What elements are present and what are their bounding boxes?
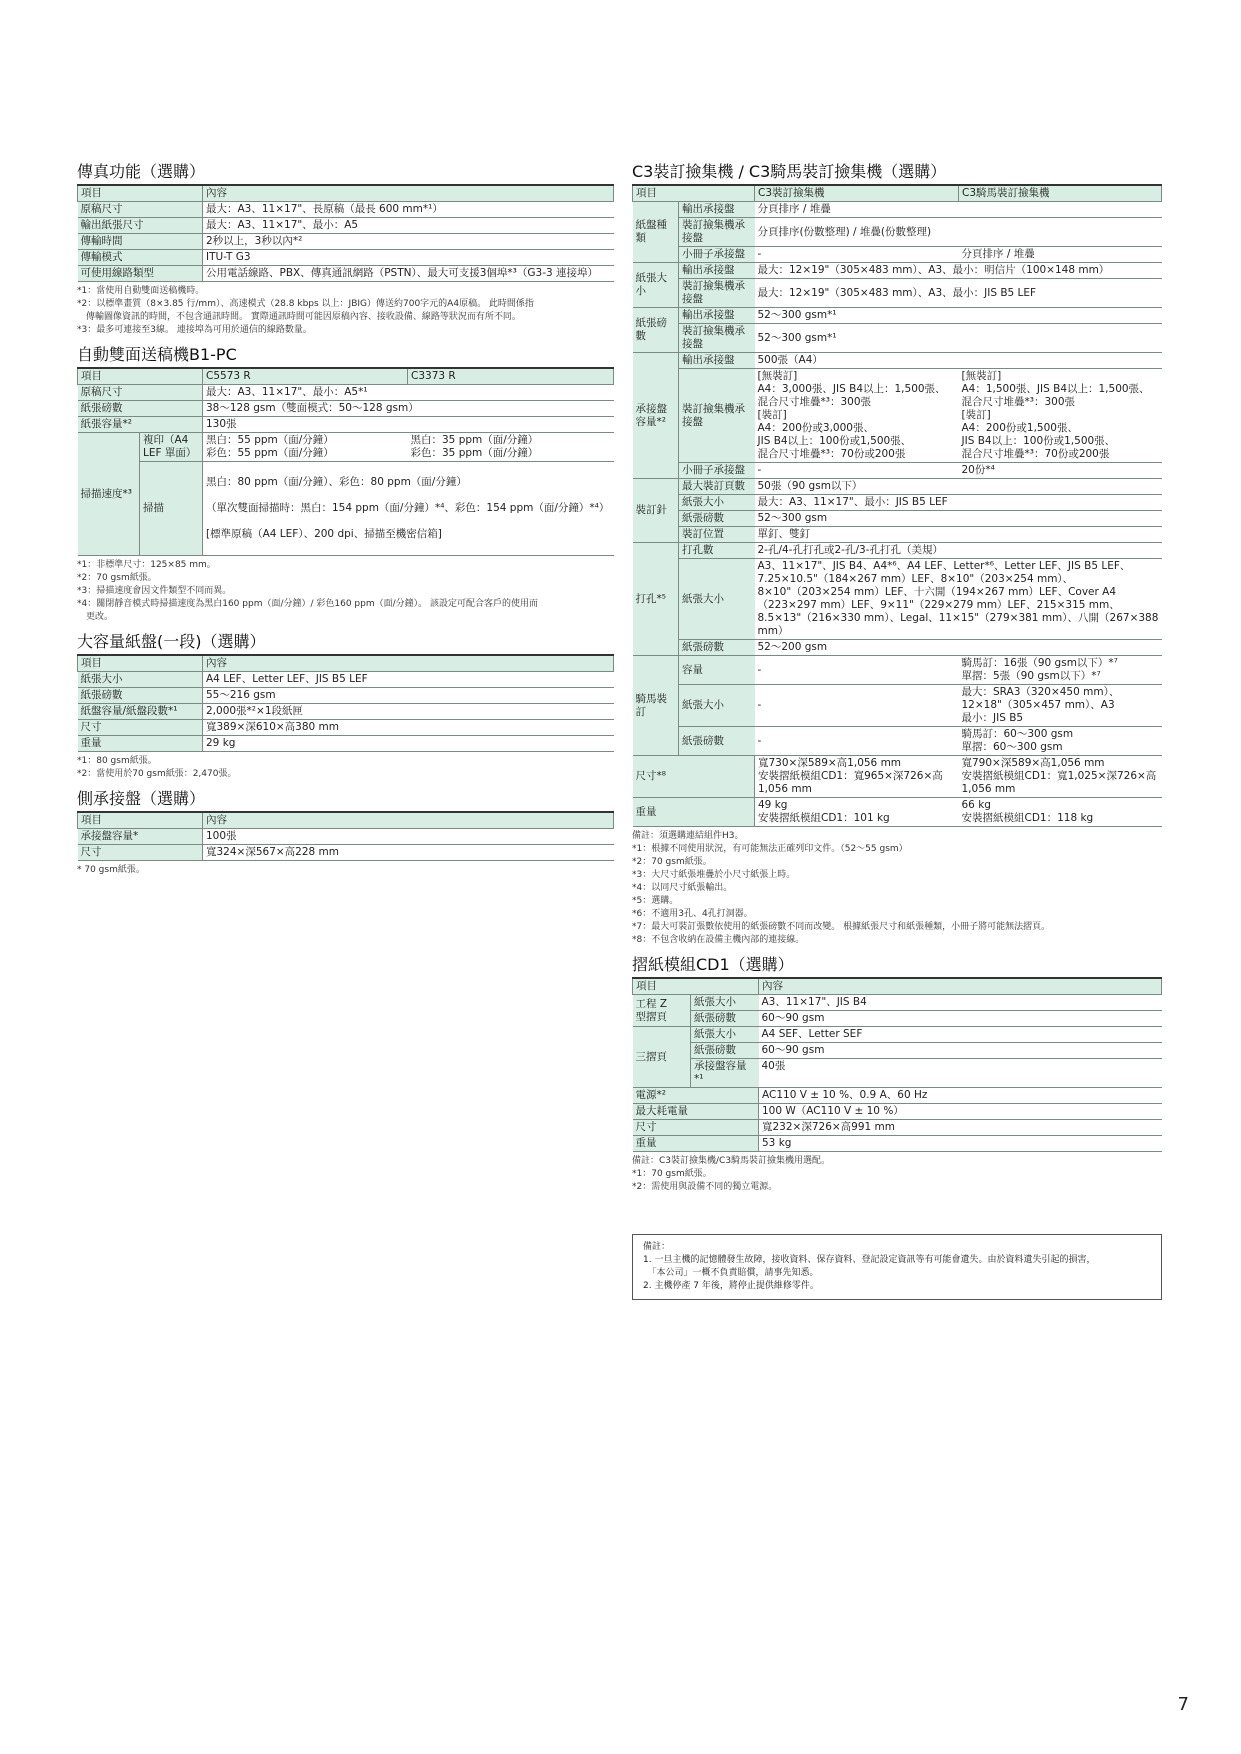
group-label: 承接盤 容量*² (633, 353, 679, 479)
group-label: 紙盤種類 (633, 202, 679, 263)
row-value: - (755, 656, 959, 685)
fax-header-item: 項目 (78, 185, 203, 202)
footnote: *1：80 gsm紙張。 (77, 756, 157, 766)
row-label: 重量 (633, 798, 755, 827)
table-row (633, 479, 1162, 495)
fax-header-content: 內容 (203, 185, 614, 202)
row-value: - (755, 463, 959, 479)
footnote: *3：掃描速度會因文件類型不同而異。 (77, 586, 232, 596)
copy-c5573: 黑白：55 ppm（面/分鐘） 彩色：55 ppm（面/分鐘） (203, 433, 408, 462)
table-row (633, 495, 1162, 511)
row-label: 紙張大小 (78, 672, 203, 688)
row-value: 騎馬訂：16張（90 gsm以下）*⁷ 單摺：5張（90 gsm以下）*⁷ (959, 656, 1162, 685)
row-value: A4 SEF、Letter SEF (759, 1027, 1162, 1043)
sub-label: 紙張大小 (679, 685, 755, 727)
adf-header-c3373: C3373 R (408, 368, 614, 385)
table-row (633, 463, 1162, 479)
table-row (633, 324, 1162, 353)
table-row (633, 1059, 1162, 1088)
row-value: A3、11×17"、JIS B4、A4*⁶、A4 LEF、Letter*⁶、Letter LEF、JIS B5 LEF、7.25×10.5"（184×267 mm）LEF、8×10"（203×254 mm）、8×10"（203×254 mm）LEF、十六開（194×267 mm）LEF、Cover A4（223×297 mm）LEF、9×11"（229×279 mm）LEF、215×315 mm、8.5×13"（216×330 mm）、Legal、11×15"（279×381 mm）、八開（267×388 mm） (755, 559, 1162, 640)
row-label: 尺寸 (78, 720, 203, 736)
fax-section (77, 162, 614, 337)
row-value: 2-孔/4-孔打孔或2-孔/3-孔打孔（美規） (755, 543, 1162, 559)
row-value: 52～300 gsm (755, 511, 1162, 527)
table-row (633, 369, 1162, 463)
row-label: 最大耗電量 (633, 1104, 759, 1120)
table-row (633, 995, 1162, 1011)
table-row (78, 266, 614, 282)
sub-label: 紙張大小 (679, 495, 755, 511)
row-label: 電源*² (633, 1088, 759, 1104)
table-row (633, 308, 1162, 324)
group-label: 紙張磅數 (633, 308, 679, 353)
table-row (78, 704, 614, 720)
table-row (633, 656, 1162, 685)
footnote: *3：最多可連接至3線。 連接埠為可用於通信的線路數量。 (77, 325, 312, 335)
row-value: A3、11×17"、JIS B4 (759, 995, 1162, 1011)
table-row (633, 279, 1162, 308)
row-value: 寬232×深726×高991 mm (759, 1120, 1162, 1136)
row-label: 尺寸 (633, 1120, 759, 1136)
hcf-section (77, 632, 614, 781)
row-value: 50張（90 gsm以下） (755, 479, 1162, 495)
row-value: [無裝訂] A4：3,000張、JIS B4以上：1,500張、 混合尺寸堆疊*³：300張 [裝訂] A4：200份或3,000張、 JIS B4以上：100份或1,500張、 混合尺寸堆疊*³：70份或200張 (755, 369, 959, 463)
row-label: 傳輸時間 (78, 234, 203, 250)
group-label: 騎馬裝訂 (633, 656, 679, 756)
row-label: 紙張磅數 (78, 401, 203, 417)
row-value: ITU-T G3 (203, 250, 614, 266)
row-value: 最大：12×19"（305×483 mm）、A3、最小：明信片（100×148 mm） (755, 263, 1162, 279)
table-row (633, 511, 1162, 527)
remarks-item: 2. 主機停產 7 年後，將停止提供維修零件。 (643, 1281, 819, 1291)
fax-title: 傳真功能（選購） (77, 162, 206, 181)
finisher-title: C3裝訂撿集機 / C3騎馬裝訂撿集機（選購） (632, 162, 947, 181)
row-value: 寬730×深589×高1,056 mm 安裝摺紙模組CD1：寬965×深726×高1,056 mm (755, 756, 959, 798)
sub-label: 紙張磅數 (691, 1011, 759, 1027)
fax-table (77, 184, 614, 282)
row-label: 紙盤容量/紙盤段數*¹ (78, 704, 203, 720)
sub-label: 裝訂撿集機承接盤 (679, 369, 755, 463)
table-row (633, 640, 1162, 656)
side-tray-header-content: 內容 (203, 812, 614, 829)
row-value: 60～90 gsm (759, 1043, 1162, 1059)
row-value: - (755, 727, 959, 756)
hcf-notes (77, 755, 614, 781)
table-row (78, 385, 614, 401)
table-row (78, 433, 614, 462)
copy-label: 複印（A4 LEF 單面） (140, 433, 203, 462)
remarks-box (632, 1234, 1162, 1300)
table-row (633, 1043, 1162, 1059)
side-tray-header-item: 項目 (78, 812, 203, 829)
table-row (633, 1120, 1162, 1136)
row-label: 承接盤容量* (78, 829, 203, 845)
row-value: A4 LEF、Letter LEF、JIS B5 LEF (203, 672, 614, 688)
sub-label: 裝訂撿集機承接盤 (679, 324, 755, 353)
row-label: 傳輸模式 (78, 250, 203, 266)
row-value: 53 kg (759, 1136, 1162, 1152)
row-value: 60～90 gsm (759, 1011, 1162, 1027)
folder-title: 摺紙模組CD1（選購） (632, 955, 794, 974)
row-value: 最大：A3、11×17"、最小：JIS B5 LEF (755, 495, 1162, 511)
row-value: 2秒以上，3秒以內*² (203, 234, 614, 250)
scan-line: 黑白：80 ppm（面/分鐘）、彩色：80 ppm（面/分鐘） (206, 476, 467, 488)
footnote: *4：關閉靜音模式時掃描速度為黑白160 ppm（面/分鐘）/ 彩色160 ppm（面/分鐘）。 該設定可配合客戶的使用而 更改。 (77, 599, 539, 622)
row-value: AC110 V ± 10 %、0.9 A、60 Hz (759, 1088, 1162, 1104)
row-value: 騎馬訂：60～300 gsm 單摺：60～300 gsm (959, 727, 1162, 756)
row-value: 最大：A3、11×17"、最小：A5 (203, 218, 614, 234)
footnote: *2：70 gsm紙張。 (632, 857, 712, 867)
sub-label: 紙張磅數 (691, 1043, 759, 1059)
row-value: 66 kg 安裝摺紙模組CD1：118 kg (959, 798, 1162, 827)
footnote: *2：以標準畫質（8×3.85 行/mm）、高速模式（28.8 kbps 以上：JBIG）傳送約700字元的A4原稿。 此時間係指 傳輸圖像資訊的時間，不包含通訊時間。 實際通訊時間可能因原稿內容、接收設備、線路等狀況而有所不同。 (77, 299, 534, 322)
sub-label: 小冊子承接盤 (679, 463, 755, 479)
row-value: 公用電話線路、PBX、傳真通訊網路（PSTN）、最大可支援3個埠*³（G3-3 連接埠） (203, 266, 614, 282)
copy-c3373: 黑白：35 ppm（面/分鐘） 彩色：35 ppm（面/分鐘） (408, 433, 614, 462)
footnote: 備註：須選購連結組件H3。 (632, 831, 744, 841)
table-row (633, 263, 1162, 279)
table-row (633, 727, 1162, 756)
group-label: 三摺頁 (633, 1027, 691, 1088)
row-value: 單釘、雙釘 (755, 527, 1162, 543)
footnote: *7：最大可裝訂張數依使用的紙張磅數不同而改變。 根據紙張尺寸和紙張種類，小冊子將可能無法摺頁。 (632, 922, 1051, 932)
group-label: 裝訂針 (633, 479, 679, 543)
finisher-header-c3: C3裝訂撿集機 (755, 185, 959, 202)
table-row (78, 688, 614, 704)
sub-label: 最大裝訂頁數 (679, 479, 755, 495)
row-value: 分頁排序 / 堆疊 (755, 202, 1162, 218)
table-row (78, 202, 614, 218)
remarks-title: 備註： (643, 1242, 671, 1252)
adf-section (77, 345, 614, 624)
table-row (78, 720, 614, 736)
row-value: 分頁排序 / 堆疊 (959, 247, 1162, 263)
row-value: 最大：SRA3（320×450 mm）、 12×18"（305×457 mm）、A3 最小：JIS B5 (959, 685, 1162, 727)
row-value: - (755, 247, 959, 263)
sub-label: 裝訂撿集機承接盤 (679, 218, 755, 247)
scan-values (203, 462, 614, 556)
row-value: 55～216 gsm (203, 688, 614, 704)
sub-label: 裝訂撿集機承接盤 (679, 279, 755, 308)
table-row (78, 462, 614, 556)
row-value: 最大：A3、11×17"、長原稿（最長 600 mm*¹） (203, 202, 614, 218)
table-row (78, 672, 614, 688)
table-row (633, 1011, 1162, 1027)
row-value: 52～300 gsm*¹ (755, 308, 1162, 324)
row-label: 原稿尺寸 (78, 385, 203, 401)
row-value: 20份*⁴ (959, 463, 1162, 479)
row-value: 寬790×深589×高1,056 mm 安裝摺紙模組CD1：寬1,025×深726×高1,056 mm (959, 756, 1162, 798)
side-tray-notes (77, 864, 614, 877)
sub-label: 打孔數 (679, 543, 755, 559)
table-row (633, 1104, 1162, 1120)
side-tray-section (77, 789, 614, 877)
table-row (633, 527, 1162, 543)
adf-title: 自動雙面送稿機B1-PC (77, 345, 237, 364)
table-row (633, 353, 1162, 369)
table-row (78, 829, 614, 845)
row-value: 2,000張*²×1段紙匣 (203, 704, 614, 720)
table-row (78, 250, 614, 266)
adf-header-c5573: C5573 R (203, 368, 408, 385)
footnote: *6：不適用3孔、4孔打洞器。 (632, 909, 753, 919)
table-row (633, 685, 1162, 727)
remarks-item: 1. 一旦主機的記憶體發生故障，接收資料、保存資料、登記設定資訊等有可能會遺失。由於資料遺失引起的損害， 「本公司」一概不負責賠償，請事先知悉。 (643, 1255, 1096, 1278)
row-value: 52～200 gsm (755, 640, 1162, 656)
sub-label: 裝訂位置 (679, 527, 755, 543)
row-value: 500張（A4） (755, 353, 1162, 369)
table-row (78, 218, 614, 234)
row-label: 重量 (633, 1136, 759, 1152)
page-number: 7 (1177, 1694, 1189, 1715)
sub-label: 小冊子承接盤 (679, 247, 755, 263)
row-value: 100 W（AC110 V ± 10 %） (759, 1104, 1162, 1120)
row-value: 49 kg 安裝摺紙模組CD1：101 kg (755, 798, 959, 827)
row-label: 尺寸 (78, 845, 203, 861)
sub-label: 紙張磅數 (679, 511, 755, 527)
sub-label: 紙張大小 (679, 559, 755, 640)
folder-notes (632, 1155, 1162, 1194)
footnote: *1：非標準尺寸：125×85 mm。 (77, 560, 216, 570)
table-row (78, 736, 614, 752)
row-value: 40張 (759, 1059, 1162, 1088)
table-row (633, 202, 1162, 218)
table-row (633, 756, 1162, 798)
table-row (633, 1088, 1162, 1104)
scan-sub-label: 掃描 (140, 462, 203, 556)
row-value: 最大：12×19"（305×483 mm）、A3、最小：JIS B5 LEF (755, 279, 1162, 308)
hcf-title: 大容量紙盤(一段)（選購） (77, 632, 266, 651)
sub-label: 容量 (679, 656, 755, 685)
row-label: 尺寸*⁸ (633, 756, 755, 798)
footnote: *8：不包含收納在設備主機內部的連接線。 (632, 935, 805, 945)
table-row (633, 1136, 1162, 1152)
folder-header-item: 項目 (633, 978, 759, 995)
row-value: 寬389×深610×高380 mm (203, 720, 614, 736)
footnote: *3：大尺寸紙張堆疊於小尺寸紙張上時。 (632, 870, 796, 880)
scan-line: [標準原稿（A4 LEF）、200 dpi、掃描至機密信箱] (206, 528, 442, 540)
scan-line: （單次雙面掃描時：黑白：154 ppm（面/分鐘）*⁴、彩色：154 ppm（面/分鐘）*⁴） (206, 502, 610, 514)
row-value: 52～300 gsm*¹ (755, 324, 1162, 353)
table-row (78, 417, 614, 433)
sub-label: 輸出承接盤 (679, 202, 755, 218)
footnote: * 70 gsm紙張。 (77, 865, 145, 875)
row-label: 可使用線路類型 (78, 266, 203, 282)
table-row (78, 234, 614, 250)
sub-label: 輸出承接盤 (679, 353, 755, 369)
sub-label: 紙張磅數 (679, 727, 755, 756)
adf-notes (77, 559, 614, 624)
row-value: 分頁排序(份數整理) / 堆疊(份數整理) (755, 218, 1162, 247)
footnote: *1：根據不同使用狀況，有可能無法正確列印文件。（52～55 gsm） (632, 844, 908, 854)
row-value: 38～128 gsm（雙面模式：50～128 gsm） (203, 401, 614, 417)
folder-header-content: 內容 (759, 978, 1162, 995)
group-label: 打孔*⁵ (633, 543, 679, 656)
scan-speed-label: 掃描速度*³ (78, 433, 140, 556)
footnote: 備註：C3裝訂撿集機/C3騎馬裝訂撿集機用選配。 (632, 1156, 831, 1166)
sub-label: 輸出承接盤 (679, 263, 755, 279)
group-label: 紙張大小 (633, 263, 679, 308)
side-tray-table (77, 811, 614, 861)
side-tray-title: 側承接盤（選購） (77, 789, 206, 808)
row-value: 130張 (203, 417, 614, 433)
row-value: 29 kg (203, 736, 614, 752)
footnote: *1：70 gsm紙張。 (632, 1169, 712, 1179)
table-row (633, 543, 1162, 559)
row-label: 重量 (78, 736, 203, 752)
hcf-header-item: 項目 (78, 655, 203, 672)
finisher-table (632, 184, 1162, 827)
row-label: 輸出紙張尺寸 (78, 218, 203, 234)
sub-label: 紙張磅數 (679, 640, 755, 656)
hcf-table (77, 654, 614, 752)
footnote: *4：以同尺寸紙張輸出。 (632, 883, 733, 893)
table-row (633, 1027, 1162, 1043)
left-column (77, 162, 614, 885)
fax-notes (77, 285, 614, 337)
finisher-section (632, 162, 1162, 947)
table-row (633, 218, 1162, 247)
row-value: [無裝訂] A4：1,500張、JIS B4以上：1,500張、 混合尺寸堆疊*³：300張 [裝訂] A4：200份或1,500張、 JIS B4以上：100份或1,500張、 混合尺寸堆疊*³：70份或200張 (959, 369, 1162, 463)
table-row (78, 401, 614, 417)
row-label: 原稿尺寸 (78, 202, 203, 218)
sub-label: 紙張大小 (691, 995, 759, 1011)
footnote: *2：70 gsm紙張。 (77, 573, 157, 583)
folder-table (632, 977, 1162, 1152)
footnote: *2：需使用與設備不同的獨立電源。 (632, 1182, 778, 1192)
hcf-header-content: 內容 (203, 655, 614, 672)
sub-label: 紙張大小 (691, 1027, 759, 1043)
table-row (78, 845, 614, 861)
row-label: 紙張磅數 (78, 688, 203, 704)
adf-header-item: 項目 (78, 368, 203, 385)
row-label: 紙張容量*² (78, 417, 203, 433)
sub-label: 承接盤容量*¹ (691, 1059, 759, 1088)
table-row (633, 798, 1162, 827)
table-row (633, 247, 1162, 263)
sub-label: 輸出承接盤 (679, 308, 755, 324)
finisher-header-item: 項目 (633, 185, 755, 202)
group-label: 工程 Z 型摺頁 (633, 995, 691, 1027)
footnote: *5：選購。 (632, 896, 679, 906)
table-row (633, 559, 1162, 640)
footnote: *2：當使用於70 gsm紙張：2,470張。 (77, 769, 237, 779)
folder-section (632, 955, 1162, 1194)
right-column (632, 162, 1162, 1300)
finisher-notes (632, 830, 1162, 947)
row-value: - (755, 685, 959, 727)
finisher-header-booklet: C3騎馬裝訂撿集機 (959, 185, 1162, 202)
footnote: *1：當使用自動雙面送稿機時。 (77, 286, 205, 296)
row-value: 最大：A3、11×17"、最小：A5*¹ (203, 385, 614, 401)
adf-table (77, 367, 614, 556)
row-value: 100張 (203, 829, 614, 845)
row-value: 寬324×深567×高228 mm (203, 845, 614, 861)
